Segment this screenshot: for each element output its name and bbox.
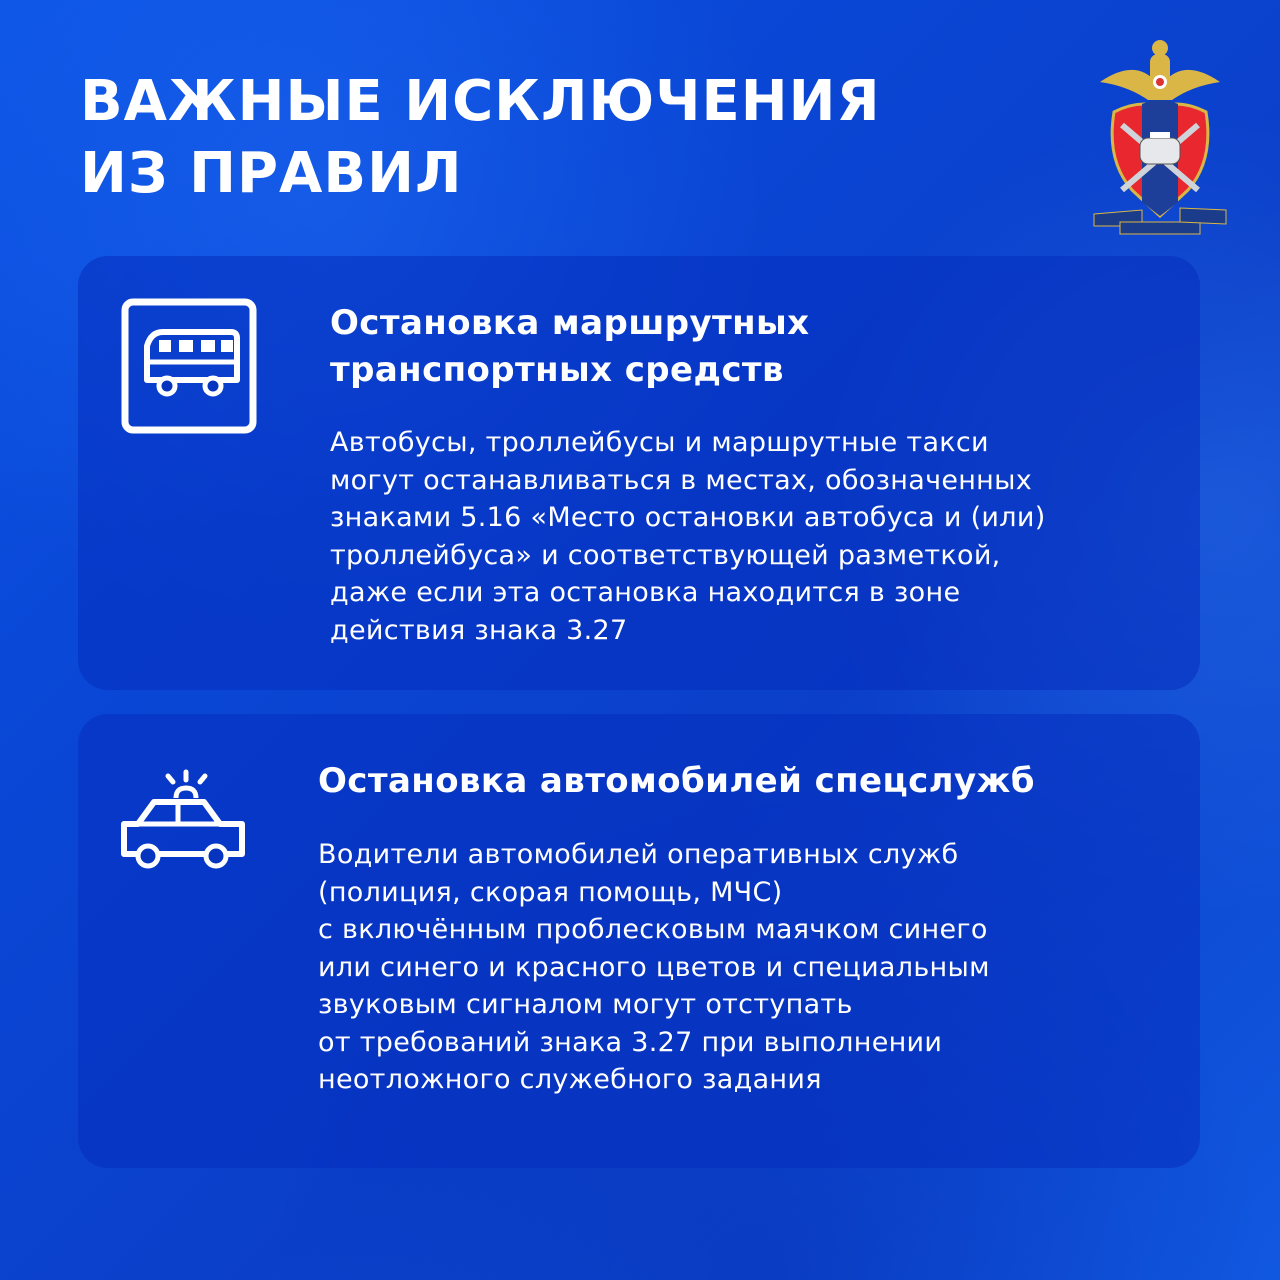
body-line: даже если эта остановка находится в зоне	[330, 577, 961, 608]
body-line: или синего и красного цветов и специальным	[318, 951, 990, 983]
heading-line: Остановка автомобилей спецслужб	[318, 761, 1035, 801]
bus-stop-sign-icon	[121, 298, 257, 434]
body-line: звуковым сигналом могут отступать	[318, 989, 853, 1020]
card-heading	[318, 758, 1158, 805]
card-heading	[330, 300, 1170, 394]
body-line: Водители автомобилей оперативных служб	[318, 839, 959, 870]
body-line: от требований знака 3.27 при выполнении	[318, 1026, 943, 1058]
police-car-icon	[120, 768, 246, 872]
title-line: ИЗ ПРАВИЛ	[80, 141, 463, 206]
heading-line: транспортных средств	[330, 350, 784, 390]
body-line: неотложного служебного задания	[318, 1064, 822, 1095]
body-line: Автобусы, троллейбусы и маршрутные такси	[330, 427, 989, 458]
body-line: могут останавливаться в местах, обозначенных	[330, 464, 1033, 496]
body-line: знаками 5.16 «Место остановки автобуса и (или)	[330, 502, 1046, 533]
title-line: ВАЖНЫЕ ИСКЛЮЧЕНИЯ	[80, 69, 881, 134]
body-line: с включённым проблесковым маячком синего	[318, 914, 988, 945]
police-emblem-logo	[1092, 30, 1228, 236]
exception-card-emergency	[78, 714, 1200, 1168]
body-line: троллейбуса» и соответствующей разметкой,	[330, 539, 1001, 571]
exception-card-bus	[78, 256, 1200, 690]
heading-line: Остановка маршрутных	[330, 303, 810, 343]
body-line: действия знака 3.27	[330, 614, 628, 646]
card-body-text	[318, 836, 1158, 1099]
body-line: (полиция, скорая помощь, МЧС)	[318, 876, 783, 908]
page-title	[80, 66, 980, 210]
card-body-text	[330, 424, 1170, 649]
